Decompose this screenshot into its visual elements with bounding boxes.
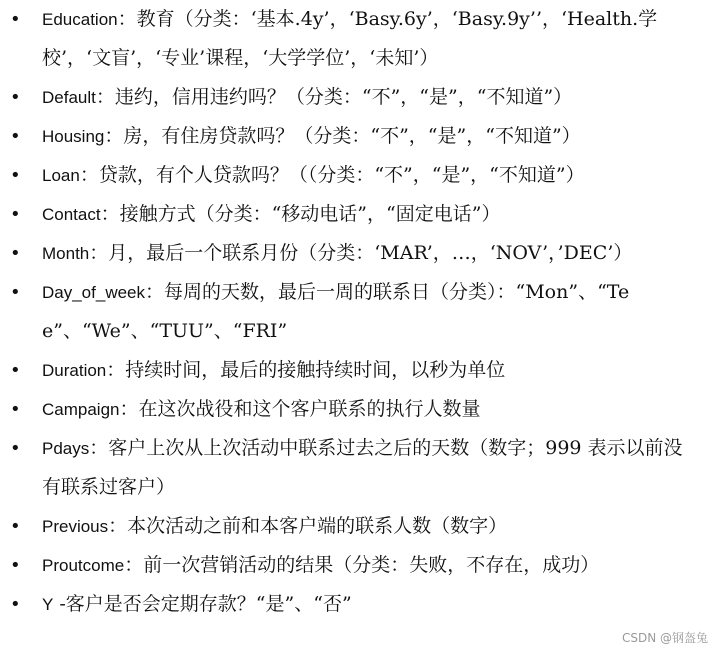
field-description: ：月，最后一个联系月份（分类：‘MAR’，…，‘NOV’，’DEC’）: [89, 242, 633, 264]
field-name: Proutcome: [42, 556, 125, 575]
field-name: Contact: [42, 205, 101, 224]
list-item: [0, 0, 722, 78]
list-item: [0, 78, 722, 117]
field-name: Month: [42, 244, 90, 263]
field-description: ：每周的天数，最后一周的联系日（分类）：“Mon”、“Tee”、“We”、“TUU”、“FRI”: [42, 281, 630, 342]
field-name: Loan: [42, 166, 80, 185]
field-description: ：房，有住房贷款吗？（分类：“不”，“是”，“不知道”）: [104, 125, 581, 147]
list-item: [0, 546, 722, 585]
field-description: ：前一次营销活动的结果（分类：失败，不存在，成功）: [124, 554, 600, 576]
field-description: ：在这次战役和这个客户联系的执行人数量: [119, 398, 481, 420]
field-description: ：接触方式（分类：“移动电话”，“固定电话”）: [100, 203, 501, 225]
field-description: ：持续时间，最后的接触持续时间，以秒为单位: [106, 359, 506, 381]
field-description: ：教育（分类：‘基本.4y’，‘Basy.6y’，‘Basy.9y’’，‘Health.学校’，‘文盲’，‘专业’课程，‘大学学位’，‘未知’）: [42, 8, 658, 69]
field-description: ：违约，信用违约吗？（分类：“不”，“是”，“不知道”）: [95, 86, 573, 108]
list-item: [0, 273, 722, 351]
field-name: Y: [42, 595, 54, 614]
list-item: [0, 234, 722, 273]
field-name: Pdays: [42, 439, 90, 458]
list-item: [0, 117, 722, 156]
field-description: ：本次活动之前和本客户端的联系人数（数字）: [108, 515, 508, 537]
list-item: [0, 390, 722, 429]
watermark: CSDN @钢盔兔: [621, 631, 708, 645]
field-name: Previous: [42, 517, 109, 536]
field-name: Default: [42, 88, 96, 107]
list-item: [0, 507, 722, 546]
field-description: ：客户上次从上次活动中联系过去之后的天数（数字；999 表示以前没有联系过客户）: [42, 437, 683, 498]
field-name: Education: [42, 10, 118, 29]
list-item: [0, 156, 722, 195]
field-name: Duration: [42, 361, 107, 380]
field-description: ：贷款，有个人贷款吗？（（分类：“不”，“是”，“不知道”）: [79, 164, 585, 186]
field-description: -客户是否会定期存款？“是”、“否”: [53, 593, 352, 615]
field-name: Housing: [42, 127, 105, 146]
field-name: Campaign: [42, 400, 120, 419]
list-item: [0, 429, 722, 507]
list-item: [0, 351, 722, 390]
field-name: Day_of_week: [42, 283, 146, 302]
list-item: [0, 585, 722, 624]
list-item: [0, 195, 722, 234]
